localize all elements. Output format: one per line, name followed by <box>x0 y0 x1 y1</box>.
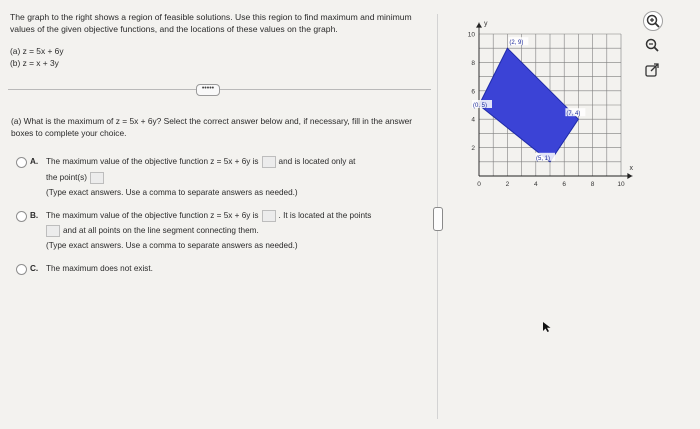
popout-icon[interactable] <box>643 62 661 80</box>
vertex-label: (2, 9) <box>509 40 524 47</box>
option-a-hint: (Type exact answers. Use a comma to separate answers as needed.) <box>46 188 298 197</box>
zoom-out-icon[interactable] <box>643 36 661 54</box>
x-tick-label: 10 <box>617 181 625 188</box>
vertex-label: (5, 1) <box>536 155 551 162</box>
function-a: (a) z = 5x + 6y <box>10 46 64 56</box>
y-tick-label: 6 <box>471 88 475 96</box>
option-c-letter: C. <box>30 264 39 273</box>
function-b: (b) z = x + 3y <box>10 58 59 68</box>
option-b-letter: B. <box>30 211 39 220</box>
y-tick-label: 4 <box>471 116 475 124</box>
option-a-text-3: the point(s) <box>46 173 87 183</box>
y-axis-arrow <box>476 23 482 28</box>
option-b[interactable] <box>16 210 426 260</box>
option-a-letter: A. <box>30 157 39 166</box>
option-b-text-1: The maximum value of the objective function z = 5x + 6y is <box>46 211 259 221</box>
option-a-text-1: The maximum value of the objective function z = 5x + 6y is <box>46 157 259 167</box>
answer-box-a-points[interactable] <box>90 172 104 184</box>
y-tick-label: 8 <box>471 59 475 67</box>
radio-option-c[interactable] <box>16 264 27 275</box>
x-tick-label: 8 <box>590 181 595 188</box>
option-a-line1 <box>46 156 355 168</box>
option-b-line2 <box>46 225 259 237</box>
radio-option-a[interactable] <box>16 157 27 168</box>
x-axis-label: x <box>629 165 634 172</box>
x-tick-label: 2 <box>505 181 510 188</box>
y-tick-label: 2 <box>471 145 475 153</box>
option-b-hint: (Type exact answers. Use a comma to separate answers as needed.) <box>46 241 298 250</box>
vertex-label: (0, 5) <box>473 103 488 109</box>
y-axis-label: y <box>484 20 488 28</box>
zoom-in-icon[interactable] <box>643 11 663 31</box>
option-b-text-3: and at all points on the line segment connecting them. <box>63 226 259 236</box>
answer-box-a-value[interactable] <box>262 156 276 168</box>
option-c[interactable] <box>16 263 426 277</box>
answer-box-b-points[interactable] <box>46 225 60 237</box>
option-a-text-2: and is located only at <box>278 157 356 167</box>
x-tick-label: 0 <box>477 181 481 188</box>
resize-handle[interactable] <box>433 207 443 231</box>
option-b-text-2: . It is located at the points <box>278 211 372 221</box>
feasible-region <box>479 48 581 162</box>
option-c-text: The maximum does not exist. <box>46 264 153 273</box>
option-a[interactable] <box>16 156 426 204</box>
expand-more-button[interactable]: ••••• <box>196 84 220 96</box>
instructions-text: The graph to the right shows a region of feasible solutions. Use this region to find maximum and minimum values of the given objective functions, and the locations of these values on the graph. <box>10 12 412 34</box>
answer-box-b-value[interactable] <box>262 210 276 222</box>
x-tick-label: 6 <box>562 181 567 188</box>
feasible-region-graph <box>455 8 645 193</box>
option-b-line1 <box>46 210 371 222</box>
x-axis-arrow <box>627 173 632 179</box>
question-text: (a) What is the maximum of z = 5x + 6y? Select the correct answer below and, if necessary, fill in the answer boxes to complete your choice. <box>11 116 413 138</box>
mouse-cursor-icon <box>542 321 552 333</box>
x-tick-label: 4 <box>533 181 538 188</box>
y-tick-label: 10 <box>467 31 475 39</box>
vertex-label: (7, 4) <box>566 111 581 118</box>
option-a-line2 <box>46 172 107 184</box>
radio-option-b[interactable] <box>16 211 27 222</box>
